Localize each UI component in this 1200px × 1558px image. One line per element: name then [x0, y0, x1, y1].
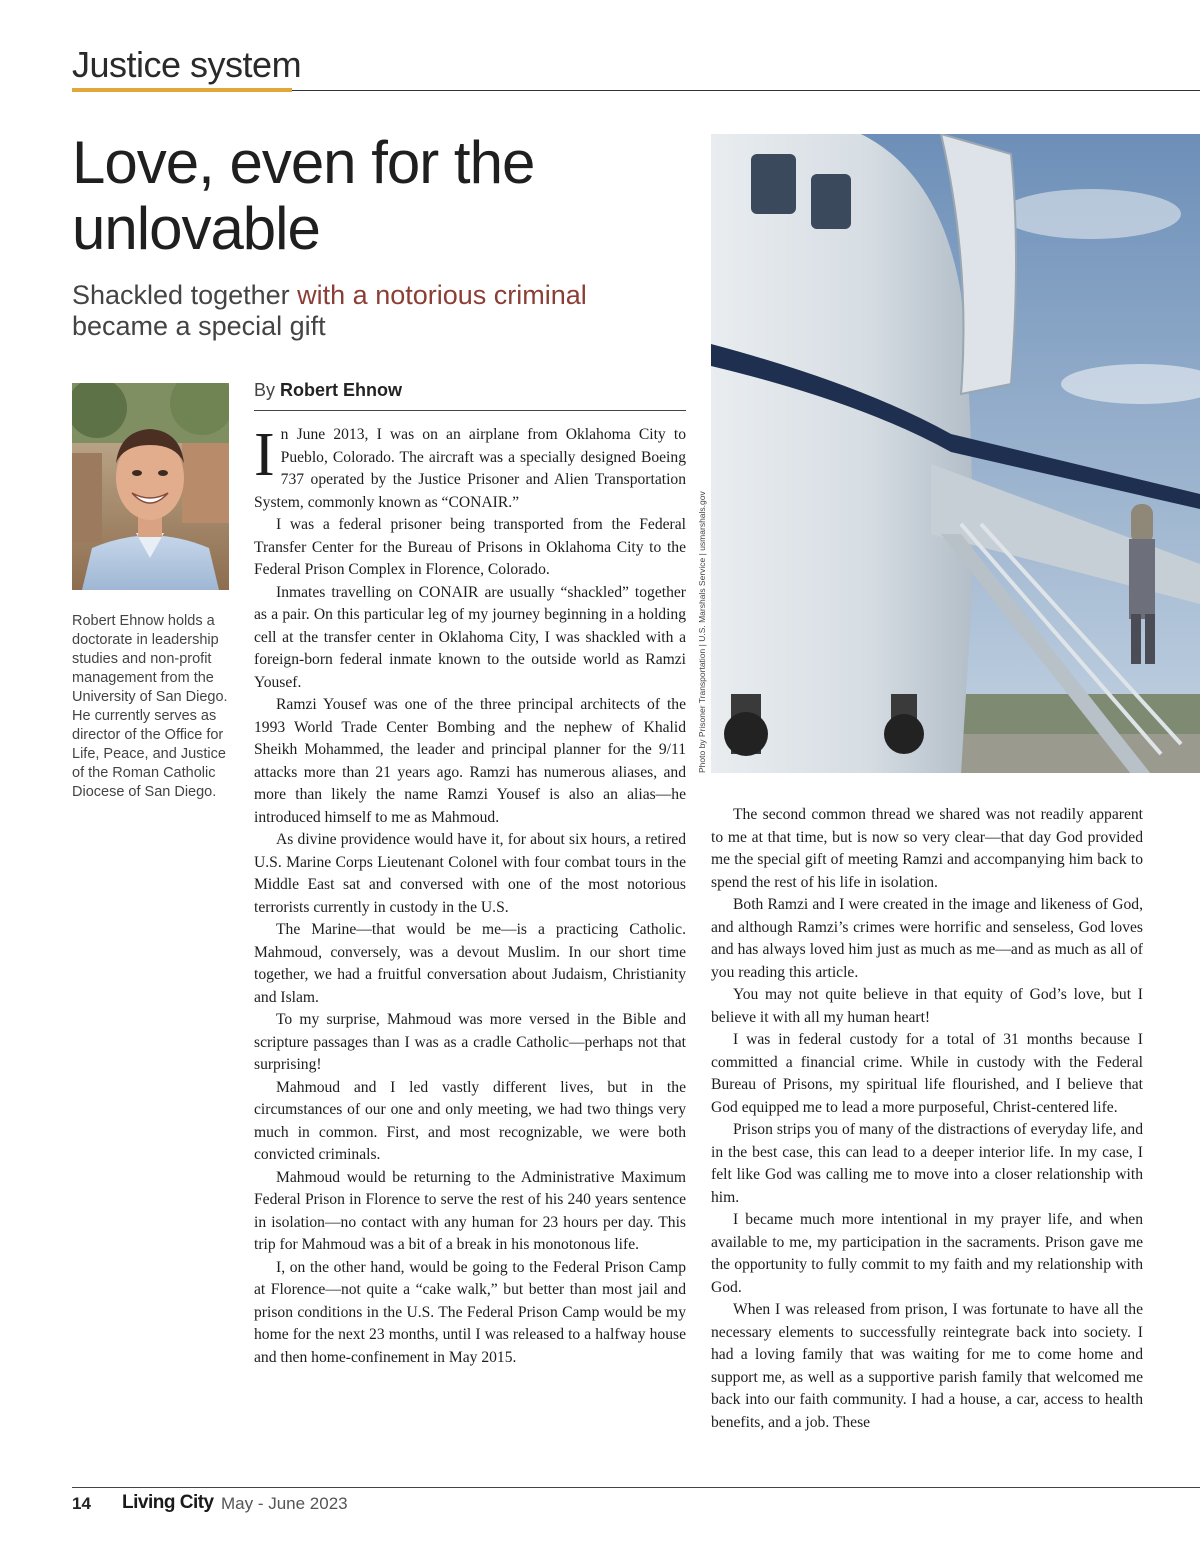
article-paragraph: You may not quite believe in that equity of God’s love, but I believe it with all my human heart!: [711, 986, 1143, 1026]
subtitle-part1: Shackled together: [72, 280, 298, 310]
article-paragraph: Ramzi Yousef was one of the three principal architects of the 1993 World Trade Center Bombing and the nephew of Khalid Sheikh Mohammed, the leader and principal planner for the 9/11 attacks more than 21 years ago. Ramzi has numerous aliases, and more than likely the name Ramzi Yousef is also an alias—he introduced himself to me as Mahmoud.: [254, 696, 686, 826]
article-paragraph: I became much more intentional in my prayer life, and when available to me, my participation in the sacraments. Prison gave me the opportunity to fully commit to my faith and my relationship with God.: [711, 1211, 1143, 1296]
article-paragraph: Prison strips you of many of the distractions of everyday life, and in the best case, this can lead to a deeper interior life. In my case, I felt like God was calling me to move into a closer relationship with him.: [711, 1121, 1143, 1206]
byline-prefix: By: [254, 380, 281, 400]
article-paragraph: When I was released from prison, I was fortunate to have all the necessary elements to successfully reintegrate back into society. I had a loving family that was waiting for me to come home and support me, as well as a supportive parish family that welcomed me back into our faith community. I had a house, a car, access to health benefits, and a job. These: [711, 1301, 1143, 1431]
article-column-2: [711, 804, 1143, 1434]
article-paragraph: As divine providence would have it, for about six hours, a retired U.S. Marine Corps Lieutenant Colonel with four combat tours in the Middle East sat and conversed with one of the most notorious terrorists currently in custody in the U.S.: [254, 831, 686, 916]
page-number: 14: [72, 1494, 91, 1513]
article-paragraph: I was a federal prisoner being transported from the Federal Transfer Center for the Bureau of Prisons in Oklahoma City to the Federal Prison Complex in Florence, Colorado.: [254, 516, 686, 578]
article-paragraph: I was in federal custody for a total of 31 months because I committed a financial crime. While in custody with the Federal Bureau of Prisons, my spiritual life flourished, and I believe that God equipped me to lead a more purposeful, Christ-centered life.: [711, 1031, 1143, 1116]
article-paragraph: [254, 421, 686, 514]
footer-rule: [72, 1487, 1200, 1488]
subtitle-part2: became a special gift: [72, 311, 326, 341]
byline-author: Robert Ehnow: [280, 380, 403, 400]
author-photo: [72, 383, 229, 590]
section-heading: Justice system: [72, 44, 302, 85]
article-paragraph: Both Ramzi and I were created in the image and likeness of God, and although Ramzi’s crimes were horrific and senseless, God loves and has always loved him just as much as me—and as much as all of you reading this article.: [711, 896, 1143, 981]
article-paragraph: I, on the other hand, would be going to the Federal Prison Camp at Florence—not quite a “cake walk,” but better than most jail and prison conditions in the U.S. The Federal Prison Camp would be my home for the next 23 months, until I was released to a halfway house and then home-confinement in May 2015.: [254, 1258, 686, 1366]
dropcap: I: [254, 421, 275, 489]
photo-credit: Photo by Prisoner Transportation | U.S. Marshals Service | usmarshals.gov: [697, 491, 707, 773]
author-bio: Robert Ehnow holds a doctorate in leadership studies and non-profit management from the University of San Diego. He currently serves as director of the Office for Life, Peace, and Justice of the Roman Catholic Diocese of San Diego.: [72, 613, 228, 800]
first-paragraph-text: n June 2013, I was on an airplane from Oklahoma City to Pueblo, Colorado. The aircraft was a specially designed Boeing 737 operated by the Justice Prisoner and Alien Transportation System, commonly known as “CONAIR.”: [254, 426, 686, 511]
article-paragraph: Mahmoud would be returning to the Administrative Maximum Federal Prison in Florence to serve the rest of his 240 years sentence in isolation—no contact with any human for 23 hours per day. This trip for Mahmoud was a bit of a break in his monotonous life.: [254, 1168, 686, 1253]
article-paragraph: Inmates travelling on CONAIR are usually “shackled” together as a pair. On this particular leg of my journey beginning in a holding cell at the transfer center in Oklahoma City, I was shackled with a foreign-born federal inmate known to the outside world as Ramzi Yousef.: [254, 583, 686, 691]
section-accent-bar: [72, 88, 292, 92]
byline-rule: [254, 410, 686, 411]
airplane-photo: [711, 134, 1200, 773]
article-column-1: [254, 421, 686, 1369]
article-title: Love, even for the unlovable: [72, 129, 535, 262]
issue-date: May - June 2023: [221, 1494, 348, 1513]
article-paragraph: To my surprise, Mahmoud was more versed in the Bible and scripture passages than I was as a cradle Catholic—perhaps not that surprising!: [254, 1011, 686, 1073]
magazine-name: Living City: [122, 1492, 214, 1513]
article-paragraph: The Marine—that would be me—is a practicing Catholic. Mahmoud, conversely, was a devout Muslim. In our short time together, we had a fruitful conversation about Judaism, Christianity and Islam.: [254, 921, 686, 1006]
article-paragraph: Mahmoud and I led vastly different lives, but in the circumstances of our one and only meeting, we had two things very much in common. First, and most recognizable, we were both convicted criminals.: [254, 1078, 686, 1163]
byline: [254, 380, 402, 401]
subtitle-highlight: with a notorious criminal: [297, 280, 587, 310]
article-subtitle: [72, 280, 672, 342]
article-paragraph: The second common thread we shared was not readily apparent to me at that time, but is now so very clear—that day God provided me the special gift of meeting Ramzi and accompanying him back to spend the rest of his life in isolation.: [711, 806, 1143, 891]
